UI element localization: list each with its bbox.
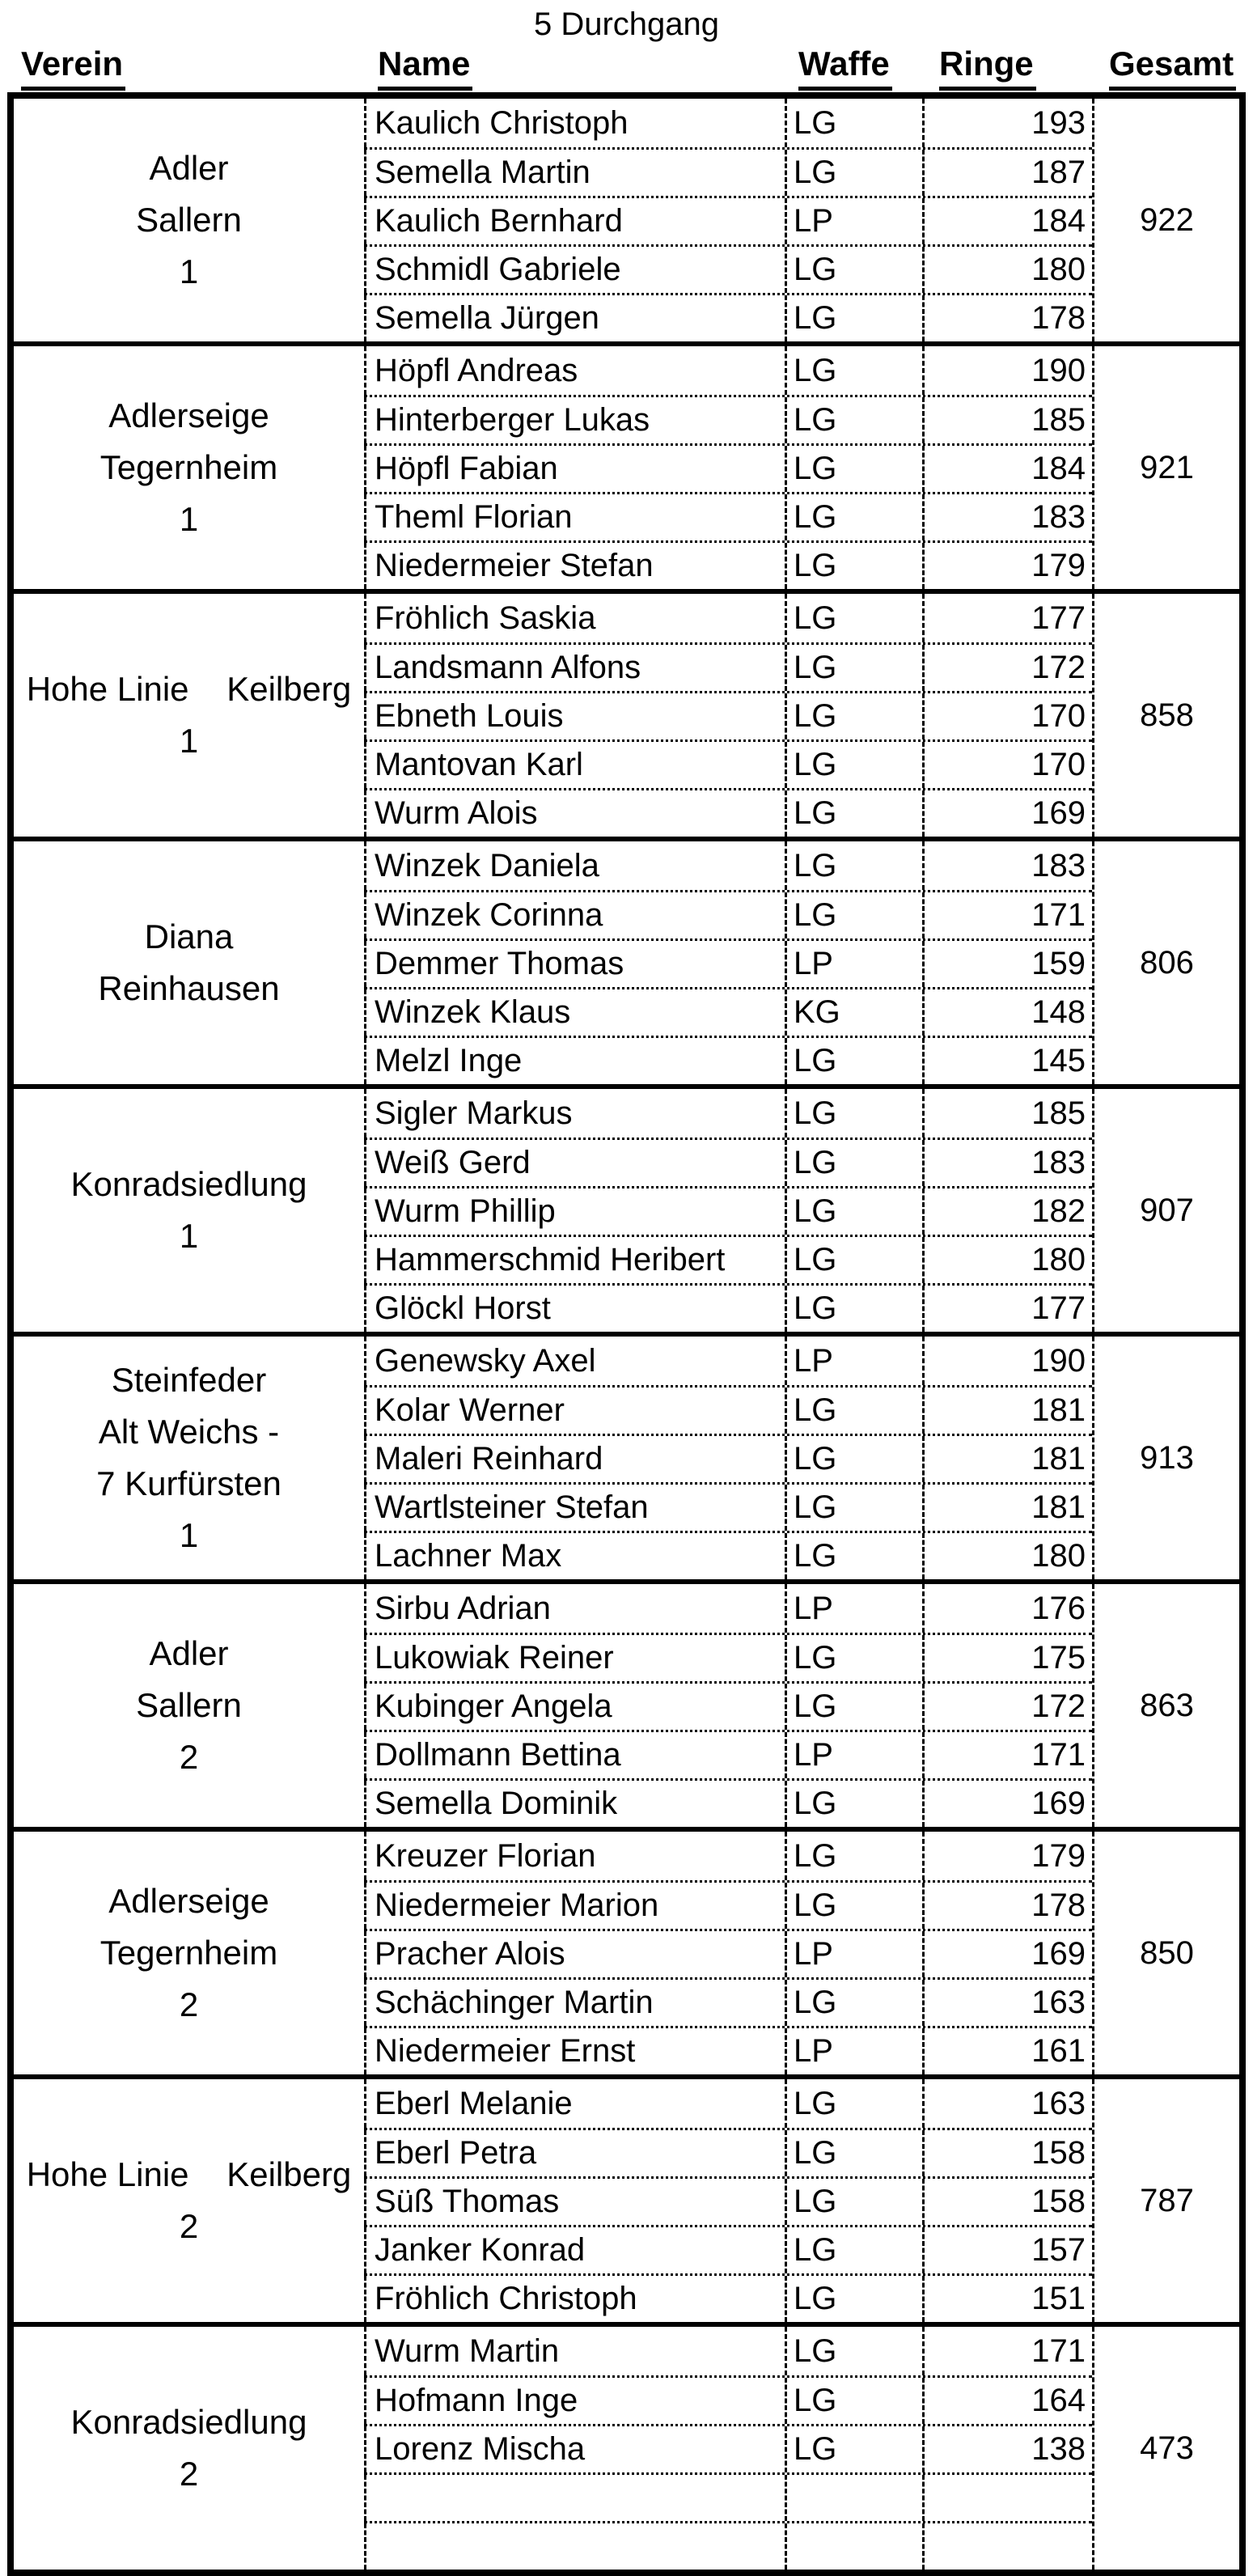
member-rows — [364, 346, 1092, 589]
verein-line: Konradsiedlung — [70, 1165, 307, 1203]
weapon-class: LP — [785, 1931, 922, 1977]
ring-score: 185 — [922, 1089, 1092, 1138]
weapon-class: LG — [785, 543, 922, 589]
ring-score: 180 — [922, 1237, 1092, 1283]
team-group — [14, 1827, 1239, 2074]
weapon-class: LG — [785, 99, 922, 147]
weapon-class: LG — [785, 841, 922, 890]
table-row — [364, 99, 1092, 147]
table-row — [364, 2273, 1092, 2322]
weapon-class: LG — [785, 693, 922, 739]
team-group — [14, 99, 1239, 341]
shooter-name: Süß Thomas — [364, 2179, 785, 2225]
column-header-ringe — [929, 44, 1099, 91]
ring-score: 159 — [922, 941, 1092, 987]
weapon-class: LG — [785, 295, 922, 341]
verein-line: Tegernheim — [99, 448, 278, 486]
verein-line: 2 — [179, 2207, 199, 2245]
ring-score: 158 — [922, 2130, 1092, 2176]
shooter-name: Kaulich Christoph — [364, 99, 785, 147]
table-row — [364, 1385, 1092, 1434]
table-row — [364, 1778, 1092, 1827]
table-row — [364, 1036, 1092, 1084]
ring-score: 148 — [922, 989, 1092, 1036]
table-row — [364, 1482, 1092, 1531]
column-header-ringe-label: Ringe — [939, 44, 1036, 91]
verein-line: Sallern — [136, 201, 242, 239]
shooter-name: Wartlsteiner Stefan — [364, 1485, 785, 1531]
shooter-name: Sigler Markus — [364, 1089, 785, 1138]
verein-cell — [14, 1584, 364, 1827]
ring-score: 171 — [922, 2327, 1092, 2375]
shooter-name: Winzek Daniela — [364, 841, 785, 890]
table-row — [364, 938, 1092, 987]
weapon-class: LG — [785, 1635, 922, 1681]
verein-line: Steinfeder — [111, 1361, 267, 1399]
weapon-class: LP — [785, 1732, 922, 1778]
shooter-name: Schmidl Gabriele — [364, 247, 785, 293]
weapon-class: LG — [785, 1883, 922, 1929]
verein-line: 1 — [179, 722, 199, 760]
verein-line: Adlerseige — [108, 1882, 269, 1920]
column-header-verein — [21, 44, 371, 91]
member-rows — [364, 1832, 1092, 2074]
team-group — [14, 1579, 1239, 1827]
verein-line: 2 — [179, 1985, 199, 2023]
table-row — [364, 1633, 1092, 1681]
weapon-class: LG — [785, 1188, 922, 1235]
team-group — [14, 837, 1239, 1084]
member-rows — [364, 594, 1092, 837]
table-row — [364, 492, 1092, 540]
shooter-name: Kreuzer Florian — [364, 1832, 785, 1880]
ring-score: 161 — [922, 2028, 1092, 2074]
ring-score: 184 — [922, 198, 1092, 244]
table-row — [364, 1186, 1092, 1235]
ring-score: 180 — [922, 247, 1092, 293]
team-group — [14, 1084, 1239, 1332]
shooter-name: Kolar Werner — [364, 1388, 785, 1434]
shooter-name: Niedermeier Marion — [364, 1883, 785, 1929]
column-header-name — [371, 44, 792, 91]
weapon-class: LG — [785, 2276, 922, 2322]
table-row — [364, 540, 1092, 589]
verein-line: 1 — [179, 500, 199, 538]
table-row — [364, 739, 1092, 788]
weapon-class: LG — [785, 594, 922, 642]
ring-score: 182 — [922, 1188, 1092, 1235]
table-row — [364, 147, 1092, 196]
weapon-class: LG — [785, 1533, 922, 1579]
ring-score: 171 — [922, 892, 1092, 938]
table-row — [364, 1977, 1092, 2026]
shooter-name: Genewsky Axel — [364, 1337, 785, 1385]
shooter-name: Wurm Martin — [364, 2327, 785, 2375]
weapon-class: LG — [785, 1684, 922, 1730]
weapon-class: KG — [785, 989, 922, 1036]
shooter-name: Glöckl Horst — [364, 1286, 785, 1332]
verein-cell — [14, 841, 364, 1084]
weapon-class: LG — [785, 397, 922, 443]
shooter-name: Semella Martin — [364, 150, 785, 196]
table-row — [364, 1337, 1092, 1385]
table-row — [364, 691, 1092, 739]
ring-score: 158 — [922, 2179, 1092, 2225]
weapon-class: LG — [785, 2378, 922, 2424]
column-header-verein-label: Verein — [21, 44, 125, 91]
ring-score: 172 — [922, 1684, 1092, 1730]
table-row — [364, 1283, 1092, 1332]
weapon-class: LG — [785, 1038, 922, 1084]
member-rows — [364, 99, 1092, 341]
shooter-name: Weiß Gerd — [364, 1140, 785, 1186]
table-row — [364, 443, 1092, 492]
weapon-class: LG — [785, 247, 922, 293]
team-group — [14, 1332, 1239, 1579]
verein-line: 7 Kurfürsten — [96, 1464, 282, 1502]
weapon-class: LG — [785, 150, 922, 196]
verein-line: Diana — [144, 917, 234, 955]
weapon-class: LG — [785, 1980, 922, 2026]
table-row — [364, 196, 1092, 244]
weapon-class: LG — [785, 346, 922, 395]
weapon-class: LG — [785, 1388, 922, 1434]
weapon-class: LG — [785, 446, 922, 492]
shooter-name: Fröhlich Christoph — [364, 2276, 785, 2322]
weapon-class: LP — [785, 1337, 922, 1385]
weapon-class: LP — [785, 2028, 922, 2074]
member-rows — [364, 1584, 1092, 1827]
verein-cell — [14, 1337, 364, 1579]
shooter-name: Eberl Petra — [364, 2130, 785, 2176]
table-row — [364, 2424, 1092, 2472]
shooter-name: Lorenz Mischa — [364, 2426, 785, 2472]
verein-line: Adler — [149, 1634, 229, 1672]
shooter-name: Landsmann Alfons — [364, 645, 785, 691]
weapon-class: LG — [785, 2426, 922, 2472]
column-header-gesamt-label: Gesamt — [1109, 44, 1236, 91]
results-table — [7, 92, 1246, 2576]
ring-score — [922, 2475, 1092, 2521]
weapon-class: LG — [785, 2327, 922, 2375]
ring-score: 145 — [922, 1038, 1092, 1084]
team-group — [14, 589, 1239, 837]
member-rows — [364, 1337, 1092, 1579]
column-header-name-label: Name — [378, 44, 472, 91]
shooter-name: Maleri Reinhard — [364, 1436, 785, 1482]
ring-score: 169 — [922, 790, 1092, 837]
verein-line: Adlerseige — [108, 396, 269, 434]
weapon-class: LG — [785, 1089, 922, 1138]
table-row — [364, 2176, 1092, 2225]
table-row — [364, 2521, 1092, 2570]
weapon-class: LG — [785, 645, 922, 691]
shooter-name: Wurm Alois — [364, 790, 785, 837]
shooter-name: Winzek Klaus — [364, 989, 785, 1036]
gesamt-total: 850 — [1092, 1832, 1239, 2074]
table-row — [364, 2026, 1092, 2074]
ring-score: 179 — [922, 543, 1092, 589]
table-row — [364, 2128, 1092, 2176]
gesamt-total: 922 — [1092, 99, 1239, 341]
ring-score: 172 — [922, 645, 1092, 691]
shooter-name: Semella Jürgen — [364, 295, 785, 341]
team-group — [14, 2074, 1239, 2322]
shooter-name: Höpfl Fabian — [364, 446, 785, 492]
weapon-class: LG — [785, 2130, 922, 2176]
weapon-class — [785, 2475, 922, 2521]
table-row — [364, 1681, 1092, 1730]
shooter-name: Janker Konrad — [364, 2227, 785, 2273]
ring-score: 176 — [922, 1584, 1092, 1633]
table-row — [364, 2079, 1092, 2128]
shooter-name: Demmer Thomas — [364, 941, 785, 987]
ring-score: 183 — [922, 494, 1092, 540]
ring-score: 138 — [922, 2426, 1092, 2472]
table-row — [364, 594, 1092, 642]
weapon-class: LP — [785, 1584, 922, 1633]
shooter-name: Schächinger Martin — [364, 1980, 785, 2026]
ring-score: 178 — [922, 1883, 1092, 1929]
verein-cell — [14, 2327, 364, 2570]
weapon-class: LG — [785, 2079, 922, 2128]
shooter-name: Pracher Alois — [364, 1931, 785, 1977]
verein-cell — [14, 1832, 364, 2074]
shooter-name: Melzl Inge — [364, 1038, 785, 1084]
table-row — [364, 890, 1092, 938]
table-row — [364, 788, 1092, 837]
gesamt-total: 787 — [1092, 2079, 1239, 2322]
table-row — [364, 346, 1092, 395]
table-row — [364, 1584, 1092, 1633]
ring-score: 184 — [922, 446, 1092, 492]
shooter-name — [364, 2523, 785, 2570]
weapon-class: LG — [785, 2179, 922, 2225]
page-title: 5 Durchgang — [533, 6, 720, 42]
weapon-class: LP — [785, 941, 922, 987]
verein-cell — [14, 594, 364, 837]
table-row — [364, 1531, 1092, 1579]
verein-cell — [14, 346, 364, 589]
shooter-name: Ebneth Louis — [364, 693, 785, 739]
verein-line: Sallern — [136, 1686, 242, 1724]
column-header-gesamt — [1099, 44, 1246, 91]
shooter-name: Hinterberger Lukas — [364, 397, 785, 443]
team-group — [14, 2322, 1239, 2570]
verein-line: 1 — [179, 1217, 199, 1255]
ring-score: 178 — [922, 295, 1092, 341]
member-rows — [364, 2327, 1092, 2570]
verein-line: Alt Weichs - — [98, 1413, 280, 1451]
table-row — [364, 2327, 1092, 2375]
gesamt-total: 863 — [1092, 1584, 1239, 1827]
table-row — [364, 293, 1092, 341]
ring-score: 181 — [922, 1436, 1092, 1482]
shooter-name: Hammerschmid Heribert — [364, 1237, 785, 1283]
weapon-class: LG — [785, 1781, 922, 1827]
ring-score: 185 — [922, 397, 1092, 443]
ring-score: 181 — [922, 1485, 1092, 1531]
ring-score: 175 — [922, 1635, 1092, 1681]
shooter-name: Niedermeier Stefan — [364, 543, 785, 589]
weapon-class: LG — [785, 2227, 922, 2273]
table-row — [364, 987, 1092, 1036]
weapon-class — [785, 2523, 922, 2570]
shooter-name: Mantovan Karl — [364, 742, 785, 788]
shooter-name: Eberl Melanie — [364, 2079, 785, 2128]
verein-line: 1 — [179, 252, 199, 290]
column-header-waffe-label: Waffe — [798, 44, 892, 91]
shooter-name: Semella Dominik — [364, 1781, 785, 1827]
shooter-name: Hofmann Inge — [364, 2378, 785, 2424]
shooter-name: Niedermeier Ernst — [364, 2028, 785, 2074]
verein-line: Konradsiedlung — [70, 2403, 307, 2441]
shooter-name: Sirbu Adrian — [364, 1584, 785, 1633]
table-row — [364, 1730, 1092, 1778]
column-headers — [7, 44, 1246, 92]
table-row — [364, 1138, 1092, 1186]
table-row — [364, 2375, 1092, 2424]
ring-score: 164 — [922, 2378, 1092, 2424]
verein-line: Adler — [149, 149, 229, 187]
verein-cell — [14, 99, 364, 341]
verein-line: Hohe Linie Keilberg — [26, 670, 352, 708]
gesamt-total: 858 — [1092, 594, 1239, 837]
shooter-name: Kaulich Bernhard — [364, 198, 785, 244]
ring-score: 190 — [922, 346, 1092, 395]
shooter-name: Lukowiak Reiner — [364, 1635, 785, 1681]
ring-score: 170 — [922, 693, 1092, 739]
column-header-waffe — [792, 44, 929, 91]
member-rows — [364, 841, 1092, 1084]
member-rows — [364, 2079, 1092, 2322]
table-row — [364, 244, 1092, 293]
weapon-class: LG — [785, 494, 922, 540]
table-row — [364, 1929, 1092, 1977]
shooter-name: Wurm Phillip — [364, 1188, 785, 1235]
verein-cell — [14, 1089, 364, 1332]
verein-line: 2 — [179, 1738, 199, 1776]
table-row — [364, 1089, 1092, 1138]
ring-score: 170 — [922, 742, 1092, 788]
ring-score: 181 — [922, 1388, 1092, 1434]
table-row — [364, 1235, 1092, 1283]
shooter-name — [364, 2475, 785, 2521]
team-group — [14, 341, 1239, 589]
ring-score: 190 — [922, 1337, 1092, 1385]
ring-score: 163 — [922, 1980, 1092, 2026]
ring-score: 157 — [922, 2227, 1092, 2273]
shooter-name: Fröhlich Saskia — [364, 594, 785, 642]
ring-score: 179 — [922, 1832, 1092, 1880]
shooter-name: Höpfl Andreas — [364, 346, 785, 395]
ring-score: 183 — [922, 841, 1092, 890]
shooter-name: Kubinger Angela — [364, 1684, 785, 1730]
ring-score: 169 — [922, 1781, 1092, 1827]
gesamt-total: 921 — [1092, 346, 1239, 589]
weapon-class: LP — [785, 198, 922, 244]
ring-score: 193 — [922, 99, 1092, 147]
gesamt-total: 907 — [1092, 1089, 1239, 1332]
shooter-name: Lachner Max — [364, 1533, 785, 1579]
gesamt-total: 806 — [1092, 841, 1239, 1084]
verein-line: Reinhausen — [98, 969, 280, 1007]
weapon-class: LG — [785, 1832, 922, 1880]
table-row — [364, 642, 1092, 691]
verein-line: 1 — [179, 1516, 199, 1554]
weapon-class: LG — [785, 892, 922, 938]
ring-score — [922, 2523, 1092, 2570]
table-row — [364, 1880, 1092, 1929]
table-row — [364, 395, 1092, 443]
weapon-class: LG — [785, 1140, 922, 1186]
weapon-class: LG — [785, 790, 922, 837]
shooter-name: Winzek Corinna — [364, 892, 785, 938]
member-rows — [364, 1089, 1092, 1332]
ring-score: 151 — [922, 2276, 1092, 2322]
table-row — [364, 2225, 1092, 2273]
gesamt-total: 913 — [1092, 1337, 1239, 1579]
table-row — [364, 1434, 1092, 1482]
weapon-class: LG — [785, 1237, 922, 1283]
weapon-class: LG — [785, 1485, 922, 1531]
verein-line: Hohe Linie Keilberg — [26, 2155, 352, 2193]
ring-score: 177 — [922, 594, 1092, 642]
verein-line: 2 — [179, 2455, 199, 2493]
weapon-class: LG — [785, 1436, 922, 1482]
verein-cell — [14, 2079, 364, 2322]
ring-score: 183 — [922, 1140, 1092, 1186]
table-row — [364, 2472, 1092, 2521]
ring-score: 180 — [922, 1533, 1092, 1579]
ring-score: 169 — [922, 1931, 1092, 1977]
weapon-class: LG — [785, 742, 922, 788]
gesamt-total: 473 — [1092, 2327, 1239, 2570]
verein-line: Tegernheim — [99, 1934, 278, 1972]
weapon-class: LG — [785, 1286, 922, 1332]
ring-score: 171 — [922, 1732, 1092, 1778]
table-row — [364, 841, 1092, 890]
shooter-name: Theml Florian — [364, 494, 785, 540]
ring-score: 163 — [922, 2079, 1092, 2128]
ring-score: 187 — [922, 150, 1092, 196]
ring-score: 177 — [922, 1286, 1092, 1332]
shooter-name: Dollmann Bettina — [364, 1732, 785, 1778]
table-row — [364, 1832, 1092, 1880]
